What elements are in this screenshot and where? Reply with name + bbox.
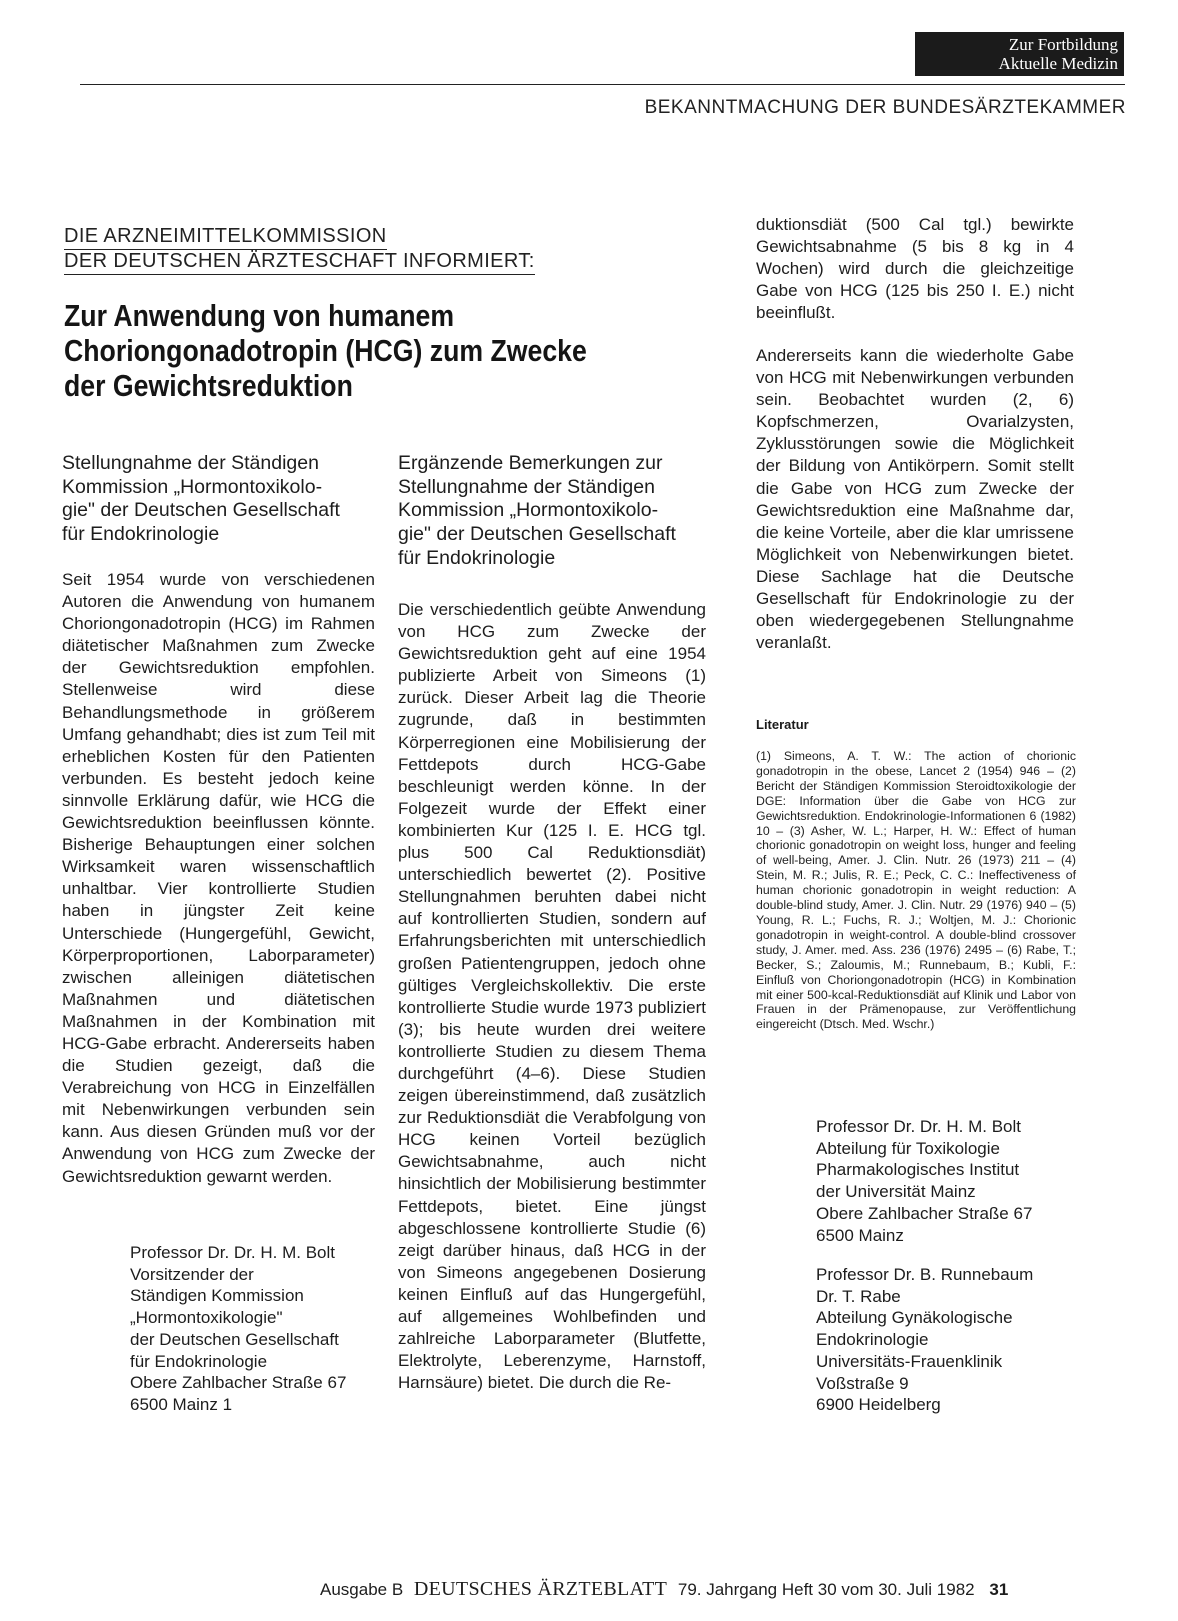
col1-subheading-line: gie" der Deutschen Gesellschaft [62,499,340,522]
col1-subheading [62,452,377,547]
page-number: 31 [989,1580,1009,1599]
signature-line: 6900 Heidelberg [816,1395,941,1415]
col3-signature-1 [816,1116,1032,1246]
signature-line: 6500 Mainz [816,1225,904,1245]
kicker-line-2: DER DEUTSCHEN ÄRZTESCHAFT INFORMIERT: [64,250,535,275]
col1-subheading-line: Stellungnahme der Ständigen [62,452,319,474]
signature-line: Pharmakologisches Institut [816,1160,1020,1180]
header-rule [80,84,1125,85]
section-label-line-2: Aktuelle Medizin [998,54,1118,73]
signature-line: „Hormontoxikologie" [130,1308,283,1328]
signature-line: Ständigen Kommission [130,1286,304,1306]
section-label-box [915,32,1124,76]
page-footer [320,1578,1106,1601]
col1-signature [130,1242,346,1416]
edition-label: Ausgabe B [320,1580,404,1599]
col1-body: Seit 1954 wurde von verschiedenen Autoren die Anwendung von humanem Choriongonadotropin (HCG) im Rahmen diätetischer Maßnahmen zum Zwecke der Gewichtsreduktion empfohlen. Stellenweise wird diese Behandlungsmethode in größerem Umfang gehandhabt; dies ist zum Teil mit erheblichen Kosten für den Patienten verbunden. Es besteht jedoch keine sinnvolle Erklärung dafür, wie HCG die Gewichtsreduktion beeinflussen könnte. Bisherige Behauptungen einer solchen Wirksamkeit waren wissenschaftlich unhaltbar. Vier kontrollierte Studien haben in jüngster Zeit keine Unterschiede (Hungergefühl, Gewicht, Körperproportionen, Laborparameter) zwischen alleinigen diätetischen Maßnahmen und diätetischen Maßnahmen in der Kombination mit HCG-Gabe erbracht. Andererseits haben die Studien gezeigt, daß die Verabreichung von HCG in Einzelfällen mit Nebenwirkungen verbunden sein kann. Aus diesen Gründen muß vor der Anwendung von HCG zum Zwecke der Gewichtsreduktion gewarnt werden. [62,570,375,1186]
signature-line: der Deutschen Gesellschaft [130,1329,339,1349]
signature-line: für Endokrinologie [130,1351,268,1371]
signature-line: Vorsitzender der [130,1264,254,1284]
kicker-line-1: DIE ARZNEIMITTELKOMMISSION [64,225,387,250]
col3-para-2: Andererseits kann die wiederholte Gabe von HCG mit Nebenwirkungen verbunden sein. Beobachtet wurden (2, 6) Kopfschmerzen, Ovarialzysten, Zyklusstörungen sowie die Möglichkeit der Bildung von Antikörpern. Somit stellt die Gabe von HCG zum Zwecke der Gewichtsreduktion eine Maßnahme dar, die keine Vorteile, aber die klar umrissene Möglichkeit von Nebenwirkungen bietet. Diese Sachlage hat die Deutsche Gesellschaft für Endokrinologie zu der oben wiedergegebenen Stellungnahme veranlaßt. [756,346,1074,653]
col2-subheading-line: Stellungnahme der Ständigen [398,475,655,498]
journal-name: DEUTSCHES ÄRZTEBLATT [413,1578,668,1600]
col1-subheading-line: für Endokrinologie [62,523,220,546]
col2-subheading-line: Ergänzende Bemerkungen zur [398,452,663,474]
signature-line: 6500 Mainz 1 [130,1394,233,1414]
section-label-line-1: Zur Fortbildung [1008,35,1118,54]
signature-line: Abteilung für Toxikologie [816,1138,1000,1158]
col2-subheading-line: gie" der Deutschen Gesellschaft [398,523,676,546]
col2-subheading-line: für Endokrinologie [398,546,556,569]
references-title: Literatur [756,717,809,732]
col2-body: Die verschiedentlich geübte Anwendung von HCG zum Zwecke der Gewichtsreduktion geht auf eine 1954 publizierte Arbeit von Simeons (1) zurück. Dieser Arbeit lag die Theorie zugrunde, daß in bestimmten Körperregionen eine Mobilisierung der Fettdepots durch HCG-Gabe beschleunigt werden könne. In der Folgezeit wurde der Effekt einer kombinierten Kur (125 I. E. HCG tgl. plus 500 Cal Reduktionsdiät) unterschiedlich bewertet (2). Positive Stellungnahmen beruhten dabei nicht auf kontrollierten Studien, sondern auf Erfahrungsberichten mit unterschiedlich großen Patientengruppen, jedoch ohne gültiges Vergleichskollektiv. Die erste kontrollierte Studie wurde 1973 publiziert (3); bis heute wurden drei weitere kontrollierte Studien zu diesem Thema durchgeführt (4–6). Diese Studien zeigen übereinstimmend, daß zusätzlich zur Reduktionsdiät die Verabfolgung von HCG keinen Vorteil bezüglich Gewichtsabnahme, auch nicht hinsichtlich der Mobilisierung bestimmter Fettdepots, bietet. Eine jüngst abgeschlossene kontrollierte Studie (6) zeigt darüber hinaus, daß HCG in der von Simeons angegebenen Dosierung keinen Einfluß auf das Hungergefühl, auf allgemeines Wohlbefinden und zahlreiche Laborparameter (Blutfette, Elektrolyte, Leberenzyme, Harnstoff, Harnsäure) bietet. Die durch die Re- [398,600,706,1393]
signature-line: Universitäts-Frauenklinik [816,1351,1003,1371]
title-line-3: der Gewichtsreduktion [64,368,353,403]
signature-line: Professor Dr. Dr. H. M. Bolt [816,1117,1021,1136]
signature-line: Professor Dr. B. Runnebaum [816,1265,1034,1284]
col3-para-1: duktionsdiät (500 Cal tgl.) bewirkte Gewichtsabnahme (5 bis 8 kg in 4 Wochen) wird durch die gleichzeitige Gabe von HCG (125 bis 250 I. E.) nicht beeinflußt. [756,215,1074,323]
signature-line: Professor Dr. Dr. H. M. Bolt [130,1243,335,1262]
signature-line: der Universität Mainz [816,1182,976,1202]
signature-line: Endokrinologie [816,1330,929,1350]
col3-signature-2 [816,1264,1033,1416]
col2-subheading-line: Kommission „Hormontoxikolo- [398,499,659,522]
signature-line: Obere Zahlbacher Straße 67 [816,1203,1033,1223]
article-title [64,298,589,403]
announcement-header: BEKANNTMACHUNG DER BUNDESÄRZTEKAMMER [644,97,1126,118]
references-list: (1) Simeons, A. T. W.: The action of chorionic gonadotropin in the obese, Lancet 2 (1954) 946 – (2) Bericht der Ständigen Kommission Steroidtoxikologie der DGE: Information über die Gabe von HCG zur Gewichtsreduktion. Endokrinologie-Informationen 6 (1982) 10 – (3) Asher, W. L.; Harper, H. W.: Effect of human chorionic gonadotropin on weight loss, hunger and feeling of well-being, Amer. J. Clin. Nutr. 26 (1973) 211 – (4) Stein, M. R.; Julis, R. E.; Peck, C. C.: Ineffectiveness of human chorionic gonadotropin in weight reduction: A double-blind study, Amer. J. Clin. Nutr. 29 (1976) 940 – (5) Young, R. L.; Fuchs, R. J.; Woltjen, M. J.: Chorionic gonadotropin in weight-control. A double-blind crossover study, J. Amer. med. Ass. 236 (1976) 2495 – (6) Rabe, T.; Becker, S.; Zaloumis, M.; Runnebaum, B.; Kubli, F.: Einfluß von Choriongonadotropin (HCG) in Kombination mit einer 500-kcal-Reduktionsdiät auf Klinik und Labor von Frauen in der Prämenopause, zur Veröffentlichung eingereicht (Dtsch. Med. Wschr.) [756,749,1076,1032]
signature-line: Abteilung Gynäkologische [816,1308,1013,1328]
signature-line: Dr. T. Rabe [816,1286,901,1306]
col2-subheading [398,452,707,571]
col1-subheading-line: Kommission „Hormontoxikolo- [62,475,323,498]
title-line-2: Choriongonadotropin (HCG) zum Zwecke [64,333,587,368]
kicker [64,225,535,275]
title-line-1: Zur Anwendung von humanem [64,298,455,333]
signature-line: Obere Zahlbacher Straße 67 [130,1373,347,1393]
issue-info: 79. Jahrgang Heft 30 vom 30. Juli 1982 [677,1580,975,1599]
signature-line: Voßstraße 9 [816,1373,909,1393]
